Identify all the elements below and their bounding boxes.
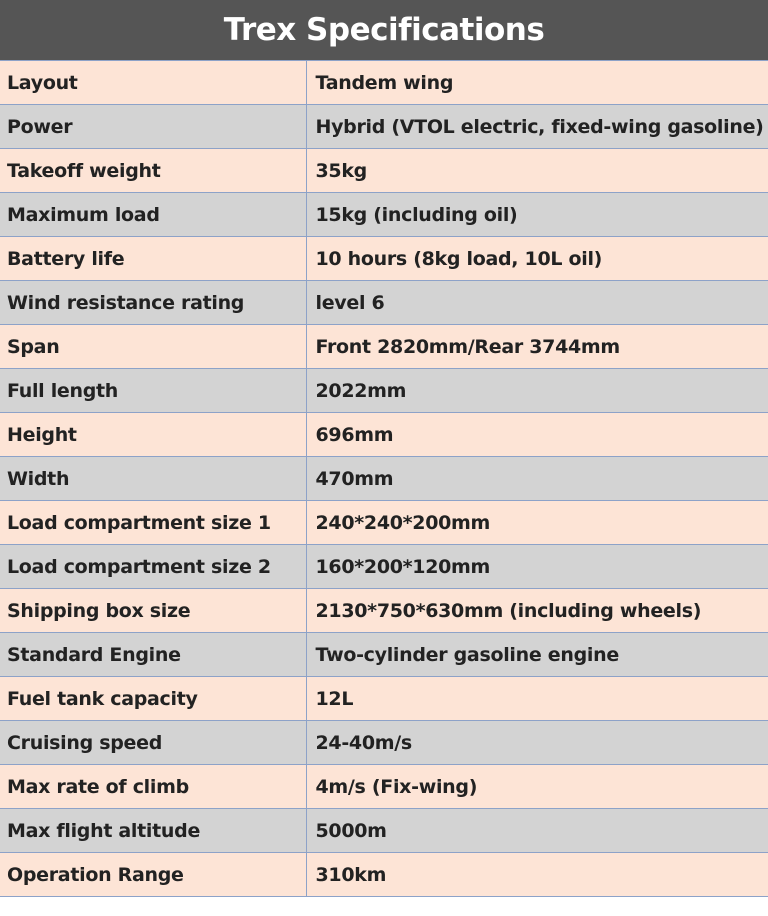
spec-label: Height xyxy=(0,413,306,457)
table-row xyxy=(0,501,768,545)
spec-label: Width xyxy=(0,457,306,501)
table-row xyxy=(0,369,768,413)
table-row xyxy=(0,765,768,809)
spec-value: 240*240*200mm xyxy=(306,501,768,545)
table-row xyxy=(0,545,768,589)
spec-label: Load compartment size 1 xyxy=(0,501,306,545)
spec-value: Hybrid (VTOL electric, fixed-wing gasoline) xyxy=(306,105,768,149)
spec-value: 24-40m/s xyxy=(306,721,768,765)
table-row xyxy=(0,809,768,853)
spec-value: 12L xyxy=(306,677,768,721)
spec-value: 10 hours (8kg load, 10L oil) xyxy=(306,237,768,281)
table-row xyxy=(0,677,768,721)
spec-label: Span xyxy=(0,325,306,369)
spec-label: Layout xyxy=(0,61,306,105)
table-row xyxy=(0,853,768,897)
spec-value: 2130*750*630mm (including wheels) xyxy=(306,589,768,633)
spec-label: Cruising speed xyxy=(0,721,306,765)
table-row xyxy=(0,721,768,765)
spec-value: 5000m xyxy=(306,809,768,853)
spec-label: Max rate of climb xyxy=(0,765,306,809)
spec-value: 2022mm xyxy=(306,369,768,413)
spec-value: 35kg xyxy=(306,149,768,193)
spec-value: Tandem wing xyxy=(306,61,768,105)
specs-table xyxy=(0,60,768,897)
spec-label: Fuel tank capacity xyxy=(0,677,306,721)
table-row xyxy=(0,325,768,369)
spec-label: Full length xyxy=(0,369,306,413)
spec-label: Shipping box size xyxy=(0,589,306,633)
spec-value: 310km xyxy=(306,853,768,897)
table-row xyxy=(0,61,768,105)
table-row xyxy=(0,193,768,237)
table-row xyxy=(0,105,768,149)
spec-value: level 6 xyxy=(306,281,768,325)
table-row xyxy=(0,457,768,501)
table-row xyxy=(0,633,768,677)
spec-label: Power xyxy=(0,105,306,149)
table-row xyxy=(0,413,768,457)
spec-value: Two-cylinder gasoline engine xyxy=(306,633,768,677)
specs-table-body xyxy=(0,61,768,897)
table-row xyxy=(0,237,768,281)
spec-label: Battery life xyxy=(0,237,306,281)
table-row xyxy=(0,149,768,193)
spec-label: Standard Engine xyxy=(0,633,306,677)
page-title: Trex Specifications xyxy=(0,0,768,60)
spec-label: Takeoff weight xyxy=(0,149,306,193)
spec-value: Front 2820mm/Rear 3744mm xyxy=(306,325,768,369)
spec-label: Max flight altitude xyxy=(0,809,306,853)
table-row xyxy=(0,281,768,325)
spec-value: 470mm xyxy=(306,457,768,501)
spec-label: Operation Range xyxy=(0,853,306,897)
spec-label: Load compartment size 2 xyxy=(0,545,306,589)
spec-label: Maximum load xyxy=(0,193,306,237)
spec-value: 160*200*120mm xyxy=(306,545,768,589)
table-row xyxy=(0,589,768,633)
spec-value: 4m/s (Fix-wing) xyxy=(306,765,768,809)
spec-value: 696mm xyxy=(306,413,768,457)
spec-value: 15kg (including oil) xyxy=(306,193,768,237)
spec-label: Wind resistance rating xyxy=(0,281,306,325)
